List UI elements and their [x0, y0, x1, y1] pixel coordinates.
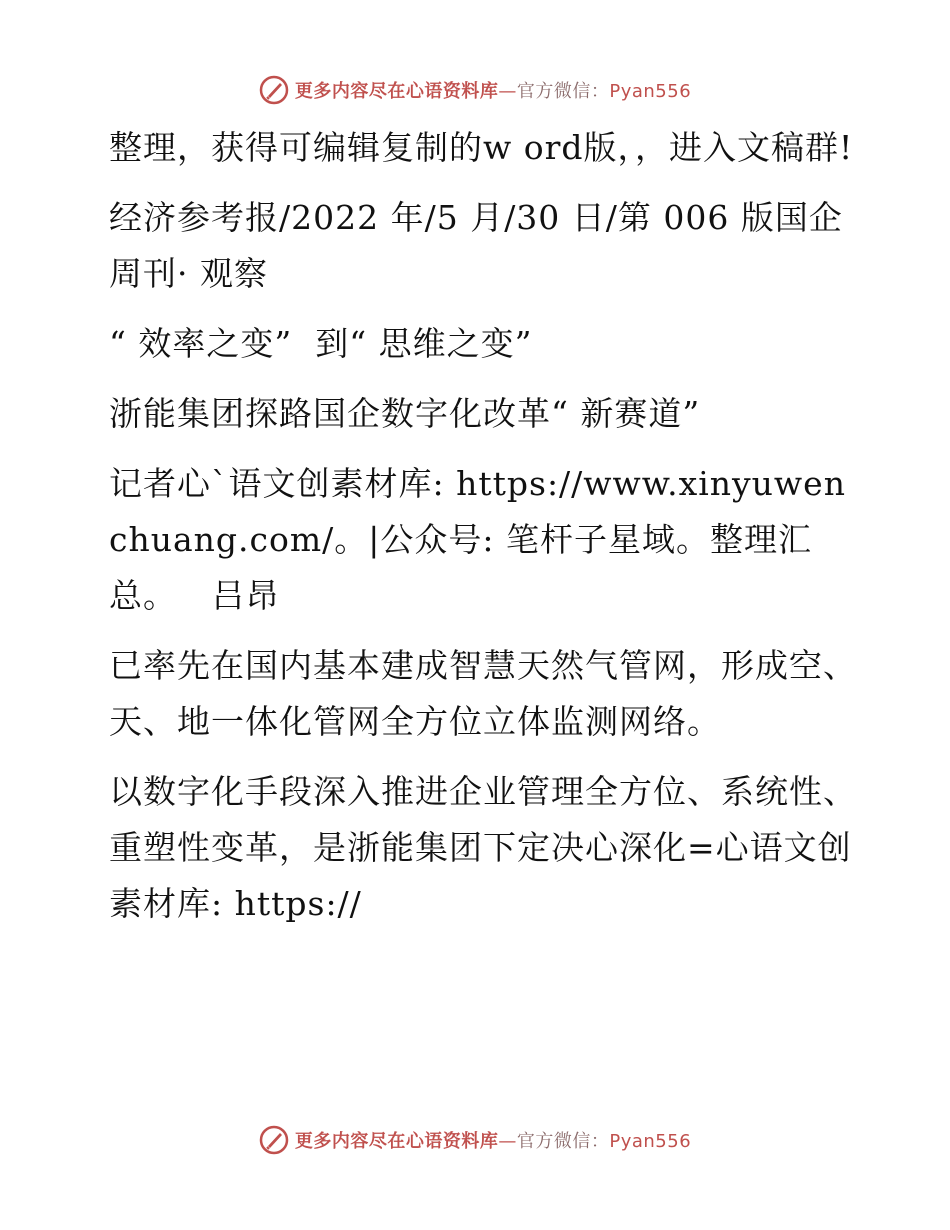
watermark-wechat-id: Pyan556	[609, 81, 692, 102]
paragraph-byline: 记者心`语文创素材库: https://www.xinyuwenchuang.com/。|公众号: 笔杆子星域。整理汇总。 吕昂	[109, 464, 846, 615]
quill-pen-logo-icon	[259, 1125, 289, 1155]
watermark-main-text: 更多内容尽在心语资料库	[294, 1131, 499, 1152]
watermark-dash: —	[498, 1131, 517, 1152]
watermark-wechat-label: 官方微信：	[516, 81, 610, 102]
paragraph-intro: 整理，获得可编辑复制的w ord版，，进入文稿群!	[109, 128, 854, 167]
header-watermark	[0, 70, 950, 110]
paragraph-body-1: 已率先在国内基本建成智慧天然气管网，形成空、天、地一体化管网全方位立体监测网络。	[109, 646, 857, 741]
footer-watermark	[0, 1120, 950, 1160]
paragraph-source: 经济参考报/2022 年/5 月/30 日/第 006 版国企周刊· 观察	[109, 198, 843, 293]
watermark-text	[295, 1127, 691, 1153]
watermark-wechat-label: 官方微信：	[516, 1131, 610, 1152]
watermark-wechat-id: Pyan556	[609, 1131, 692, 1152]
paragraph-headline: “ 效率之变” 到“ 思维之变”	[109, 324, 533, 363]
watermark-text	[295, 77, 691, 103]
document-body	[97, 120, 857, 946]
paragraph-subheadline: 浙能集团探路国企数字化改革“ 新赛道”	[109, 394, 701, 433]
watermark-dash: —	[498, 81, 517, 102]
quill-pen-logo-icon	[259, 75, 289, 105]
paragraph-body-2: 以数字化手段深入推进企业管理全方位、系统性、重塑性变革，是浙能集团下定决心深化=心语文创素材库: https://	[109, 772, 857, 923]
watermark-main-text: 更多内容尽在心语资料库	[294, 81, 499, 102]
